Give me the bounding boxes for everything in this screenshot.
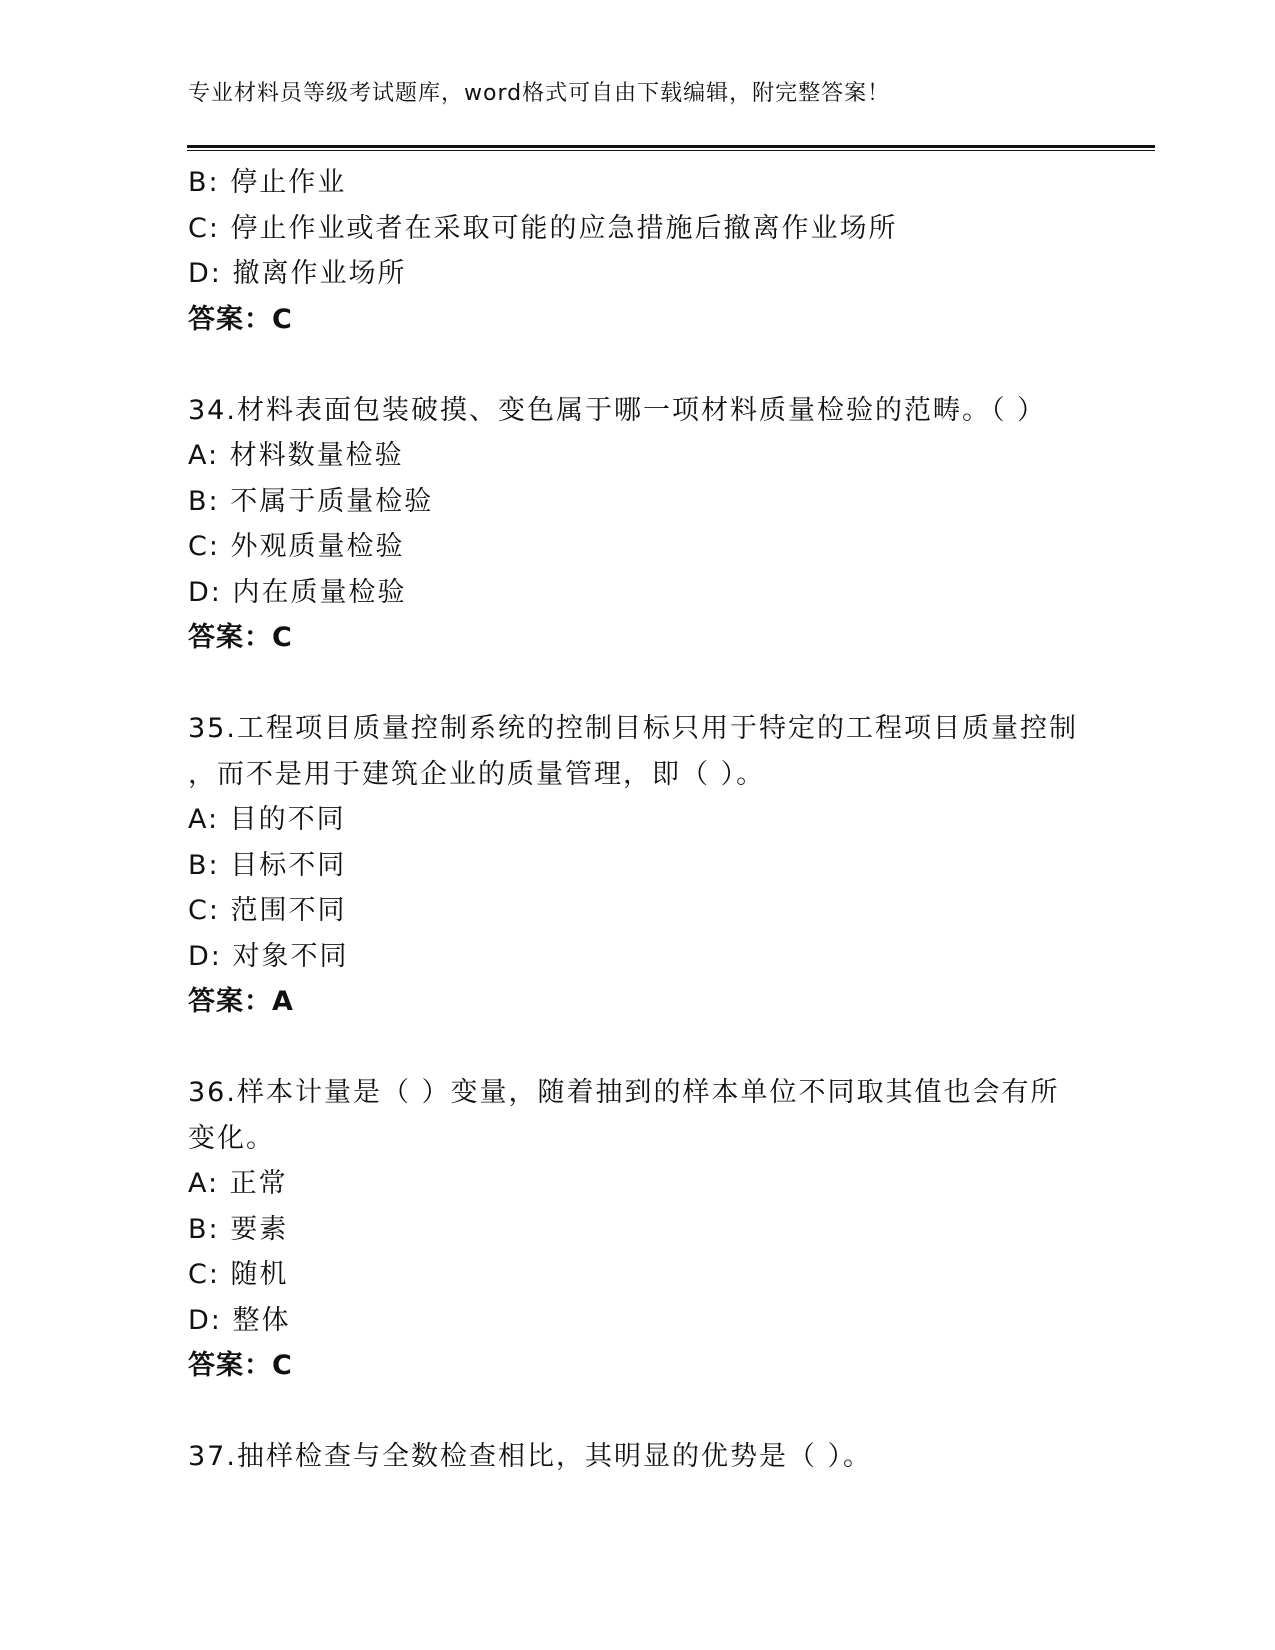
question-33-continuation [188,160,1088,342]
question-stem-continued: 变化。 [188,1122,275,1154]
question-stem: 35.工程项目质量控制系统的控制目标只用于特定的工程项目质量控制 [188,713,1078,744]
option-a: A: 正常 [188,1168,288,1199]
question-37 [188,1434,1088,1480]
option-a: A: 材料数量检验 [188,440,404,471]
question-35 [188,706,1088,1025]
option-c: C: 外观质量检验 [188,531,405,562]
option-d: D: 对象不同 [188,940,349,972]
question-stem-continued: ，而不是用于建筑企业的质量管理，即（ ）。 [188,758,766,790]
header-rule-thin [187,150,1155,151]
option-c: C: 随机 [188,1259,289,1290]
answer-36: 答案：C [188,1350,293,1381]
option-b: B: 停止作业 [188,167,347,198]
question-34 [188,388,1088,661]
question-stem: 36.样本计量是（ ）变量，随着抽到的样本单位不同取其值也会有所 [188,1077,1060,1108]
answer-35: 答案：A [188,986,294,1017]
option-d: D: 撤离作业场所 [188,258,407,289]
option-c: C: 停止作业或者在采取可能的应急措施后撤离作业场所 [188,212,898,244]
option-a: A: 目的不同 [188,804,346,835]
question-36 [188,1070,1088,1389]
answer-33: 答案：C [188,303,293,335]
option-b: B: 目标不同 [188,849,347,881]
question-stem: 34.材料表面包装破摸、变色属于哪一项材料质量检验的范畴。（ ） [188,394,1047,426]
question-stem: 37.抽样检查与全数检查相比，其明显的优势是（ ）。 [188,1441,873,1472]
option-b: B: 要素 [188,1213,289,1245]
option-b: B: 不属于质量检验 [188,485,434,517]
option-d: D: 内在质量检验 [188,576,407,608]
header-rule-thick [187,145,1155,148]
option-c: C: 范围不同 [188,895,347,926]
answer-34: 答案：C [188,622,293,653]
option-d: D: 整体 [188,1304,291,1336]
page-header: 专业材料员等级考试题库，word格式可自由下载编辑，附完整答案！ [188,81,891,106]
question-list [188,160,1088,1480]
